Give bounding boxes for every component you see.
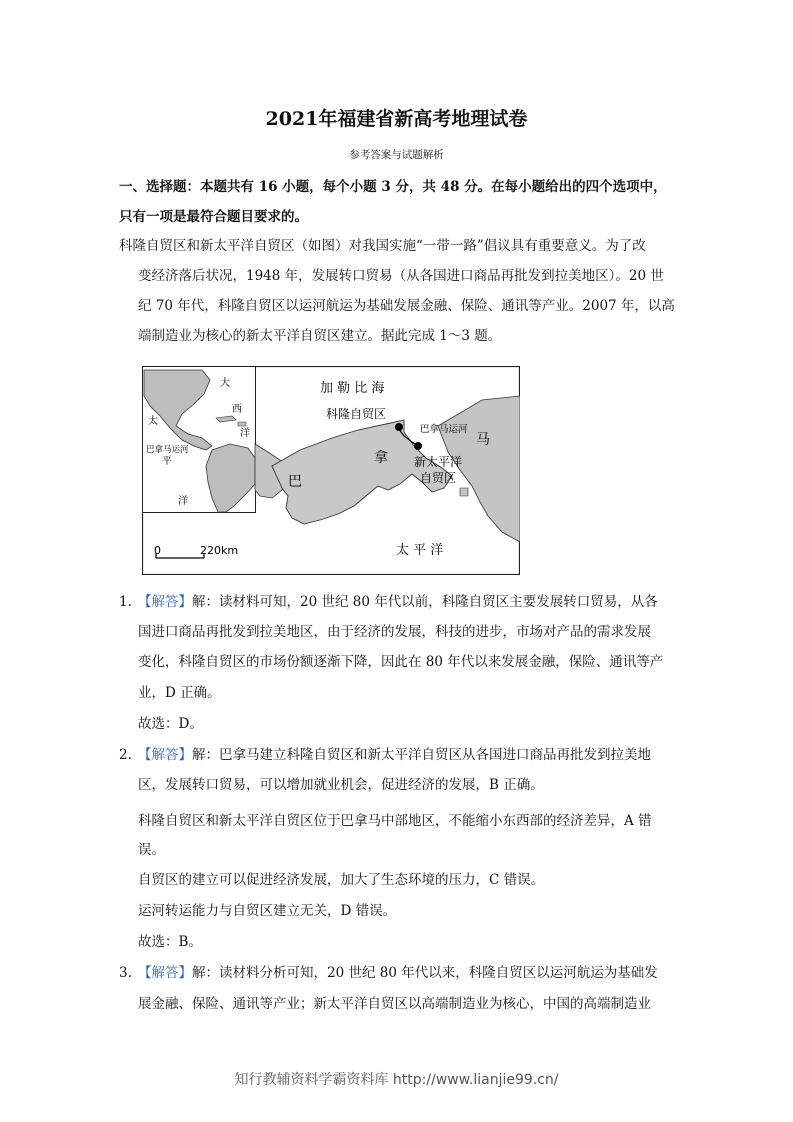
material-line-1: 科隆自贸区和新太平洋自贸区（如图）对我国实施“一带一路”倡议具有重要意义。为了改 <box>119 238 646 254</box>
answer-1-line-1: 【解答】解：读材料可知，20 世纪 80 年代以前，科隆自贸区主要发展转口贸易，从各 <box>138 594 658 610</box>
label-na: 拿 <box>374 450 388 466</box>
answer-1-line-4: 业，D 正确。 <box>138 685 221 701</box>
answer-2-line-1: 【解答】解：巴拿马建立科隆自贸区和新太平洋自贸区从各国进口商品再批发到拉美地 <box>138 747 651 763</box>
answer-tag: 【解答】 <box>138 965 192 981</box>
answer-tag: 【解答】 <box>138 594 192 610</box>
material-line-2: 变经济落后状况，1948 年，发展转口贸易（从各国进口商品再批发到拉美地区）。20 世 <box>138 268 664 284</box>
scale-zero: 0 <box>154 544 161 557</box>
answer-2-line-2: 区，发展转口贸易，可以增加就业机会，促进经济的发展，B 正确。 <box>138 777 544 793</box>
inset-label-tai: 太 <box>148 416 158 427</box>
label-new-pacific-2: 自贸区 <box>420 471 457 485</box>
inset-label-yang-1: 洋 <box>240 428 250 439</box>
label-panama-canal: 巴拿马运河 <box>420 424 468 435</box>
inset-label-yang-2: 洋 <box>178 496 188 507</box>
material-line-3: 纪 70 年代，科隆自贸区以运河航运为基础发展金融、保险、通讯等产业。2007 年，以高 <box>138 298 675 314</box>
section-heading-line-2: 只有一项是最符合题目要求的。 <box>119 209 308 225</box>
inset-label-xi: 西 <box>232 404 242 415</box>
label-colon-free-zone: 科隆自贸区 <box>326 407 387 421</box>
label-new-pacific-1: 新太平洋 <box>414 455 463 469</box>
label-pacific-ocean: 太 平 洋 <box>396 543 444 558</box>
label-ba: 巴 <box>288 474 302 490</box>
answer-3-line-1: 【解答】解：读材料分析可知，20 世纪 80 年代以来，科隆自贸区以运河航运为基础发 <box>138 965 658 981</box>
answer-1-line-2: 国进口商品再批发到拉美地区，由于经济的发展，科技的进步，市场对产品的需求发展 <box>138 624 651 640</box>
label-ma: 马 <box>476 432 490 448</box>
answer-2-line-5: 自贸区的建立可以促进经济发展，加大了生态环境的压力，C 错误。 <box>138 872 545 888</box>
answer-2-number: 2. <box>119 747 132 763</box>
new-pacific-zone-marker <box>414 442 422 450</box>
answer-2-line-3: 科隆自贸区和新太平洋自贸区位于巴拿马中部地区，不能缩小东西部的经济差异，A 错 <box>138 813 652 829</box>
page-subtitle: 参考答案与试题解析 <box>349 149 444 161</box>
panama-map-figure <box>142 366 520 575</box>
material-line-4: 端制造业为核心的新太平洋自贸区建立。据此完成 1～3 题。 <box>138 328 502 344</box>
answer-1-line-3: 变化，科隆自贸区的市场份额逐渐下降，因此在 80 年代以来发展金融，保险、通讯等产 <box>138 654 664 670</box>
page-title: 2021年福建省新高考地理试卷 <box>265 108 528 130</box>
footer-watermark: 知行教辅资料学霸资料库 http://www.lianjie99.cn/ <box>234 1072 559 1088</box>
section-heading-line-1: 一、选择题：本题共有 16 小题，每个小题 3 分，共 48 分。在每小题给出的四个选项中， <box>119 179 667 195</box>
answer-1-choice: 故选：D。 <box>138 716 203 732</box>
answer-tag: 【解答】 <box>138 747 192 763</box>
answer-3-number: 3. <box>119 965 132 981</box>
answer-2-choice: 故选：B。 <box>138 934 202 950</box>
inset-label-da: 大 <box>220 378 230 389</box>
scale-distance: 220km <box>200 544 239 557</box>
answer-1-number: 1. <box>119 594 132 610</box>
answer-2-line-6: 运河转运能力与自贸区建立无关，D 错误。 <box>138 903 397 919</box>
inset-label-canal: 巴拿马运河 <box>146 445 189 455</box>
colon-zone-marker <box>395 423 403 431</box>
inset-label-ping: 平 <box>162 456 172 467</box>
answer-2-line-4: 误。 <box>138 842 165 858</box>
label-caribbean-sea: 加 勒 比 海 <box>320 381 385 396</box>
answer-3-line-2: 展金融、保险、通讯等产业；新太平洋自贸区以高端制造业为核心，中国的高端制造业 <box>138 996 651 1012</box>
